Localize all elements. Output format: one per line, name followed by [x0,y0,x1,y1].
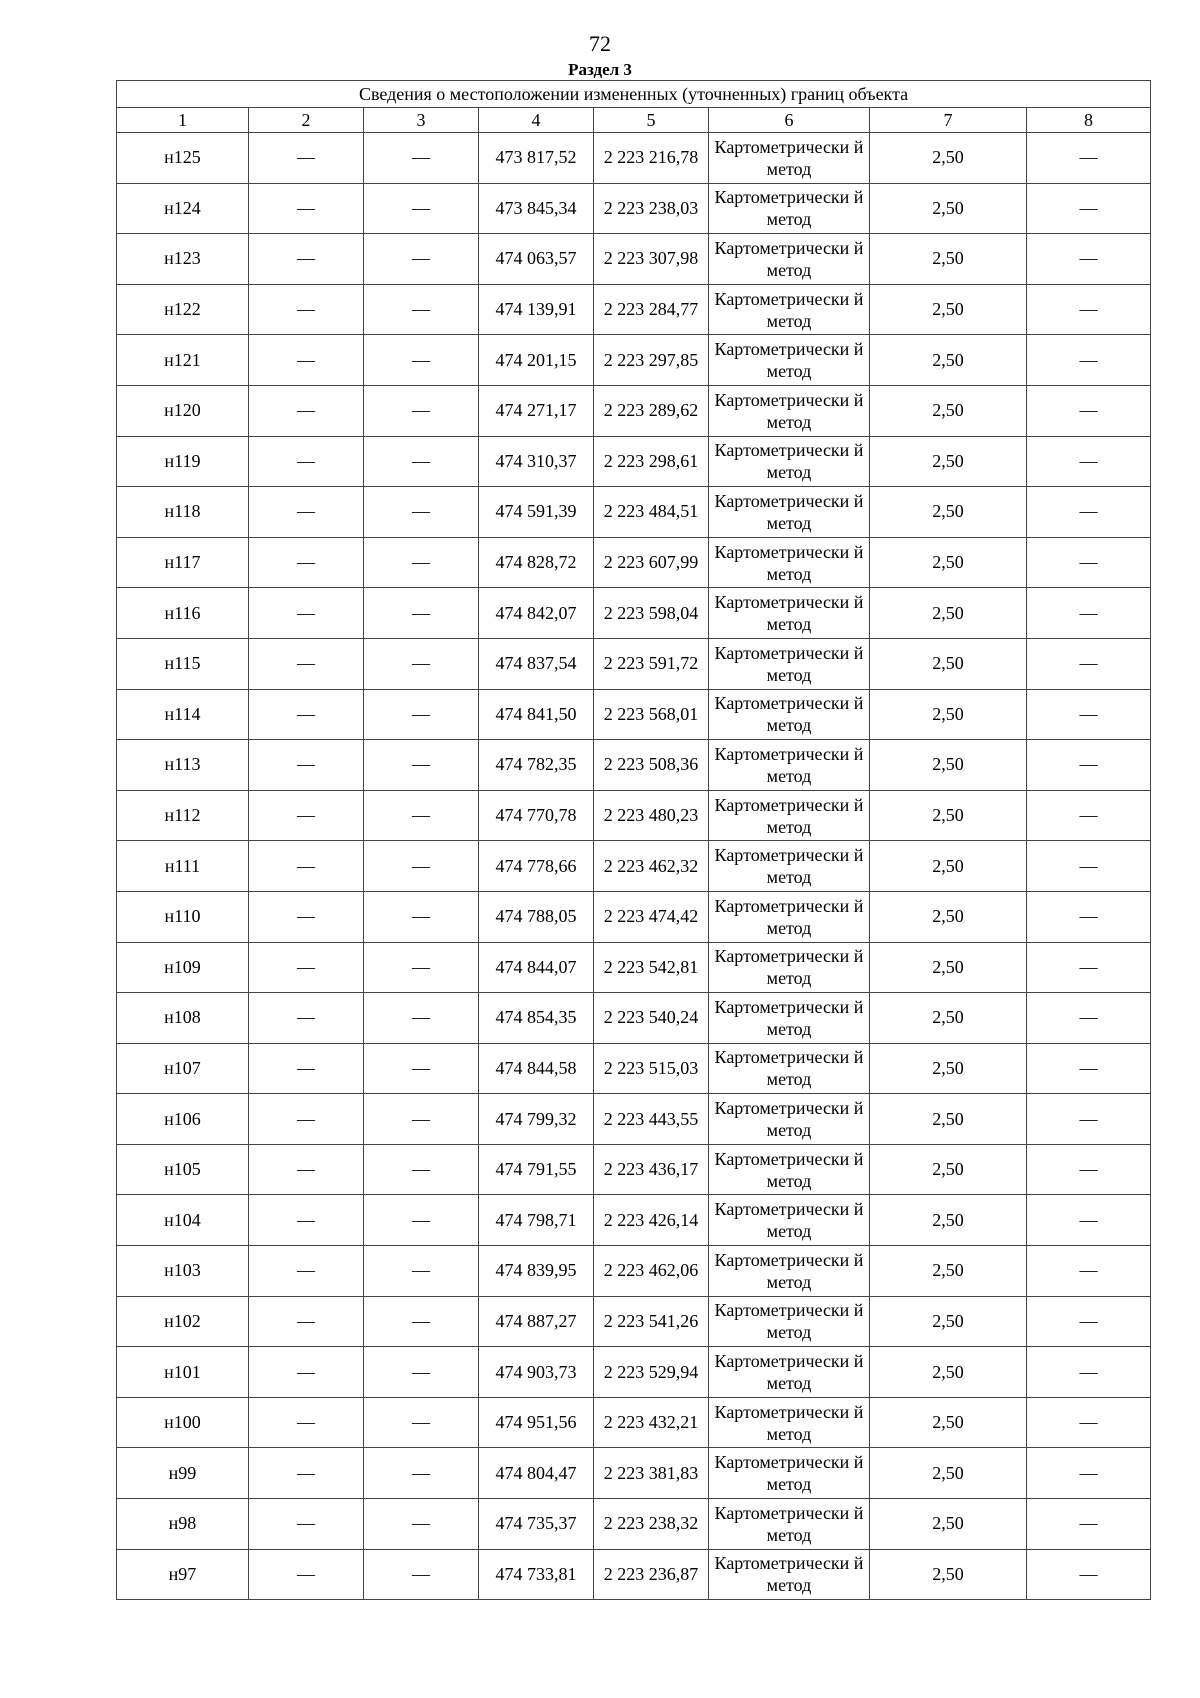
y-coordinate-cell: 2 223 284,77 [594,284,709,335]
accuracy-cell: 2,50 [870,1296,1027,1347]
y-coordinate-cell: 2 223 298,61 [594,436,709,487]
dash-cell: — [1027,740,1151,791]
method-cell: Картометрически й метод [709,740,870,791]
table-row [117,841,1151,892]
point-cell: н98 [117,1499,249,1550]
dash-cell: — [1027,1094,1151,1145]
dash-cell: — [364,1499,479,1550]
y-coordinate-cell: 2 223 216,78 [594,133,709,184]
accuracy-cell: 2,50 [870,335,1027,386]
dash-cell: — [364,1043,479,1094]
x-coordinate-cell: 474 798,71 [479,1195,594,1246]
y-coordinate-cell: 2 223 474,42 [594,891,709,942]
x-coordinate-cell: 474 770,78 [479,790,594,841]
x-coordinate-cell: 474 271,17 [479,385,594,436]
method-cell: Картометрически й метод [709,1043,870,1094]
dash-cell: — [1027,335,1151,386]
dash-cell: — [249,689,364,740]
column-number: 5 [594,108,709,133]
x-coordinate-cell: 473 845,34 [479,183,594,234]
dash-cell: — [1027,1043,1151,1094]
point-cell: н110 [117,891,249,942]
table-row [117,436,1151,487]
dash-cell: — [364,1347,479,1398]
method-cell: Картометрически й метод [709,1448,870,1499]
table-row [117,537,1151,588]
dash-cell: — [249,1347,364,1398]
method-cell: Картометрически й метод [709,335,870,386]
x-coordinate-cell: 474 063,57 [479,234,594,285]
accuracy-cell: 2,50 [870,588,1027,639]
x-coordinate-cell: 474 310,37 [479,436,594,487]
method-cell: Картометрически й метод [709,942,870,993]
method-cell: Картометрически й метод [709,891,870,942]
dash-cell: — [364,1448,479,1499]
table-row [117,790,1151,841]
table-caption: Сведения о местоположении измененных (уточненных) границ объекта [117,81,1151,108]
method-cell: Картометрически й метод [709,993,870,1044]
dash-cell: — [1027,436,1151,487]
dash-cell: — [249,183,364,234]
dash-cell: — [364,385,479,436]
accuracy-cell: 2,50 [870,183,1027,234]
dash-cell: — [249,1448,364,1499]
column-number: 8 [1027,108,1151,133]
method-cell: Картометрически й метод [709,537,870,588]
y-coordinate-cell: 2 223 443,55 [594,1094,709,1145]
column-numbers-row [117,108,1151,133]
dash-cell: — [364,891,479,942]
dash-cell: — [249,1246,364,1297]
method-cell: Картометрически й метод [709,1549,870,1600]
accuracy-cell: 2,50 [870,284,1027,335]
method-cell: Картометрически й метод [709,1347,870,1398]
dash-cell: — [249,891,364,942]
dash-cell: — [249,487,364,538]
dash-cell: — [364,1195,479,1246]
x-coordinate-cell: 474 842,07 [479,588,594,639]
accuracy-cell: 2,50 [870,487,1027,538]
table-row [117,689,1151,740]
dash-cell: — [249,133,364,184]
dash-cell: — [364,588,479,639]
point-cell: н111 [117,841,249,892]
point-cell: н107 [117,1043,249,1094]
table-row [117,1195,1151,1246]
x-coordinate-cell: 474 139,91 [479,284,594,335]
method-cell: Картометрически й метод [709,790,870,841]
x-coordinate-cell: 474 778,66 [479,841,594,892]
y-coordinate-cell: 2 223 238,32 [594,1499,709,1550]
x-coordinate-cell: 474 788,05 [479,891,594,942]
method-cell: Картометрически й метод [709,234,870,285]
dash-cell: — [249,993,364,1044]
y-coordinate-cell: 2 223 480,23 [594,790,709,841]
accuracy-cell: 2,50 [870,385,1027,436]
dash-cell: — [364,183,479,234]
dash-cell: — [249,841,364,892]
x-coordinate-cell: 474 799,32 [479,1094,594,1145]
y-coordinate-cell: 2 223 432,21 [594,1397,709,1448]
dash-cell: — [249,1043,364,1094]
table-row [117,183,1151,234]
method-cell: Картометрически й метод [709,487,870,538]
table-row [117,942,1151,993]
x-coordinate-cell: 474 903,73 [479,1347,594,1398]
x-coordinate-cell: 473 817,52 [479,133,594,184]
dash-cell: — [364,234,479,285]
y-coordinate-cell: 2 223 598,04 [594,588,709,639]
column-number: 2 [249,108,364,133]
dash-cell: — [1027,1144,1151,1195]
dash-cell: — [1027,942,1151,993]
table-row [117,1246,1151,1297]
dash-cell: — [249,740,364,791]
table-row [117,638,1151,689]
table-row [117,740,1151,791]
point-cell: н103 [117,1246,249,1297]
dash-cell: — [364,1296,479,1347]
point-cell: н108 [117,993,249,1044]
dash-cell: — [364,942,479,993]
dash-cell: — [249,1094,364,1145]
x-coordinate-cell: 474 804,47 [479,1448,594,1499]
table-body [117,133,1151,1600]
dash-cell: — [1027,841,1151,892]
accuracy-cell: 2,50 [870,1549,1027,1600]
dash-cell: — [364,1549,479,1600]
point-cell: н114 [117,689,249,740]
dash-cell: — [364,1246,479,1297]
point-cell: н117 [117,537,249,588]
y-coordinate-cell: 2 223 426,14 [594,1195,709,1246]
accuracy-cell: 2,50 [870,790,1027,841]
table-row [117,891,1151,942]
dash-cell: — [249,942,364,993]
dash-cell: — [364,436,479,487]
x-coordinate-cell: 474 887,27 [479,1296,594,1347]
table-row [117,1296,1151,1347]
y-coordinate-cell: 2 223 289,62 [594,385,709,436]
dash-cell: — [249,234,364,285]
y-coordinate-cell: 2 223 436,17 [594,1144,709,1195]
table-row [117,487,1151,538]
accuracy-cell: 2,50 [870,1195,1027,1246]
method-cell: Картометрически й метод [709,1195,870,1246]
dash-cell: — [1027,993,1151,1044]
method-cell: Картометрически й метод [709,385,870,436]
accuracy-cell: 2,50 [870,841,1027,892]
y-coordinate-cell: 2 223 541,26 [594,1296,709,1347]
method-cell: Картометрически й метод [709,183,870,234]
accuracy-cell: 2,50 [870,993,1027,1044]
dash-cell: — [1027,1448,1151,1499]
accuracy-cell: 2,50 [870,1347,1027,1398]
method-cell: Картометрически й метод [709,1246,870,1297]
dash-cell: — [249,1397,364,1448]
accuracy-cell: 2,50 [870,740,1027,791]
dash-cell: — [364,1094,479,1145]
dash-cell: — [364,537,479,588]
dash-cell: — [249,537,364,588]
column-number: 1 [117,108,249,133]
dash-cell: — [1027,183,1151,234]
dash-cell: — [1027,1246,1151,1297]
y-coordinate-cell: 2 223 568,01 [594,689,709,740]
table-row [117,1397,1151,1448]
table-row [117,385,1151,436]
accuracy-cell: 2,50 [870,891,1027,942]
table-row [117,335,1151,386]
dash-cell: — [1027,638,1151,689]
dash-cell: — [249,1195,364,1246]
table-row [117,1144,1151,1195]
dash-cell: — [1027,1397,1151,1448]
x-coordinate-cell: 474 839,95 [479,1246,594,1297]
dash-cell: — [1027,790,1151,841]
dash-cell: — [249,1499,364,1550]
method-cell: Картометрически й метод [709,284,870,335]
y-coordinate-cell: 2 223 236,87 [594,1549,709,1600]
point-cell: н124 [117,183,249,234]
y-coordinate-cell: 2 223 540,24 [594,993,709,1044]
page-number: 72 [589,31,611,56]
accuracy-cell: 2,50 [870,1094,1027,1145]
dash-cell: — [364,993,479,1044]
dash-cell: — [364,841,479,892]
y-coordinate-cell: 2 223 529,94 [594,1347,709,1398]
method-cell: Картометрически й метод [709,133,870,184]
point-cell: н105 [117,1144,249,1195]
accuracy-cell: 2,50 [870,1144,1027,1195]
dash-cell: — [364,284,479,335]
point-cell: н115 [117,638,249,689]
accuracy-cell: 2,50 [870,133,1027,184]
dash-cell: — [249,1296,364,1347]
table-row [117,588,1151,639]
method-cell: Картометрически й метод [709,1296,870,1347]
dash-cell: — [1027,1499,1151,1550]
column-number: 4 [479,108,594,133]
section-title: Раздел 3 [568,60,632,79]
dash-cell: — [364,740,479,791]
point-cell: н102 [117,1296,249,1347]
x-coordinate-cell: 474 844,07 [479,942,594,993]
point-cell: н109 [117,942,249,993]
y-coordinate-cell: 2 223 484,51 [594,487,709,538]
accuracy-cell: 2,50 [870,1246,1027,1297]
dash-cell: — [1027,133,1151,184]
point-cell: н119 [117,436,249,487]
dash-cell: — [1027,891,1151,942]
y-coordinate-cell: 2 223 508,36 [594,740,709,791]
x-coordinate-cell: 474 951,56 [479,1397,594,1448]
table-row [117,1043,1151,1094]
y-coordinate-cell: 2 223 607,99 [594,537,709,588]
dash-cell: — [249,1144,364,1195]
accuracy-cell: 2,50 [870,1397,1027,1448]
accuracy-cell: 2,50 [870,1499,1027,1550]
accuracy-cell: 2,50 [870,234,1027,285]
point-cell: н120 [117,385,249,436]
method-cell: Картометрически й метод [709,689,870,740]
dash-cell: — [249,436,364,487]
y-coordinate-cell: 2 223 591,72 [594,638,709,689]
table-row [117,1347,1151,1398]
point-cell: н106 [117,1094,249,1145]
x-coordinate-cell: 474 841,50 [479,689,594,740]
method-cell: Картометрически й метод [709,1397,870,1448]
x-coordinate-cell: 474 791,55 [479,1144,594,1195]
dash-cell: — [1027,1347,1151,1398]
x-coordinate-cell: 474 828,72 [479,537,594,588]
dash-cell: — [364,133,479,184]
dash-cell: — [249,284,364,335]
method-cell: Картометрически й метод [709,588,870,639]
dash-cell: — [249,638,364,689]
y-coordinate-cell: 2 223 542,81 [594,942,709,993]
accuracy-cell: 2,50 [870,1043,1027,1094]
dash-cell: — [1027,1195,1151,1246]
accuracy-cell: 2,50 [870,537,1027,588]
table-row [117,1094,1151,1145]
column-number: 7 [870,108,1027,133]
y-coordinate-cell: 2 223 515,03 [594,1043,709,1094]
point-cell: н123 [117,234,249,285]
x-coordinate-cell: 474 201,15 [479,335,594,386]
dash-cell: — [1027,487,1151,538]
point-cell: н122 [117,284,249,335]
x-coordinate-cell: 474 782,35 [479,740,594,791]
method-cell: Картометрически й метод [709,638,870,689]
dash-cell: — [364,1144,479,1195]
point-cell: н100 [117,1397,249,1448]
y-coordinate-cell: 2 223 307,98 [594,234,709,285]
dash-cell: — [249,588,364,639]
point-cell: н118 [117,487,249,538]
accuracy-cell: 2,50 [870,436,1027,487]
y-coordinate-cell: 2 223 462,06 [594,1246,709,1297]
table-row [117,1448,1151,1499]
dash-cell: — [1027,385,1151,436]
table-row [117,1499,1151,1550]
dash-cell: — [1027,1296,1151,1347]
x-coordinate-cell: 474 735,37 [479,1499,594,1550]
y-coordinate-cell: 2 223 462,32 [594,841,709,892]
dash-cell: — [1027,1549,1151,1600]
table-caption-row [117,81,1151,108]
point-cell: н97 [117,1549,249,1600]
table-row [117,993,1151,1044]
dash-cell: — [1027,537,1151,588]
dash-cell: — [1027,588,1151,639]
point-cell: н121 [117,335,249,386]
dash-cell: — [364,790,479,841]
dash-cell: — [364,487,479,538]
dash-cell: — [1027,284,1151,335]
y-coordinate-cell: 2 223 238,03 [594,183,709,234]
dash-cell: — [364,335,479,386]
dash-cell: — [249,385,364,436]
x-coordinate-cell: 474 844,58 [479,1043,594,1094]
dash-cell: — [1027,234,1151,285]
dash-cell: — [364,689,479,740]
method-cell: Картометрически й метод [709,436,870,487]
column-number: 6 [709,108,870,133]
x-coordinate-cell: 474 837,54 [479,638,594,689]
point-cell: н112 [117,790,249,841]
column-number: 3 [364,108,479,133]
point-cell: н104 [117,1195,249,1246]
point-cell: н113 [117,740,249,791]
dash-cell: — [249,1549,364,1600]
accuracy-cell: 2,50 [870,942,1027,993]
point-cell: н99 [117,1448,249,1499]
method-cell: Картометрически й метод [709,1094,870,1145]
method-cell: Картометрически й метод [709,1499,870,1550]
y-coordinate-cell: 2 223 297,85 [594,335,709,386]
accuracy-cell: 2,50 [870,638,1027,689]
table-row [117,234,1151,285]
dash-cell: — [364,638,479,689]
x-coordinate-cell: 474 733,81 [479,1549,594,1600]
dash-cell: — [364,1397,479,1448]
table-row [117,284,1151,335]
accuracy-cell: 2,50 [870,1448,1027,1499]
dash-cell: — [1027,689,1151,740]
x-coordinate-cell: 474 854,35 [479,993,594,1044]
accuracy-cell: 2,50 [870,689,1027,740]
y-coordinate-cell: 2 223 381,83 [594,1448,709,1499]
point-cell: н116 [117,588,249,639]
dash-cell: — [249,335,364,386]
coordinates-table [116,80,1151,1600]
table-row [117,1549,1151,1600]
point-cell: н101 [117,1347,249,1398]
point-cell: н125 [117,133,249,184]
table-row [117,133,1151,184]
dash-cell: — [249,790,364,841]
x-coordinate-cell: 474 591,39 [479,487,594,538]
method-cell: Картометрически й метод [709,1144,870,1195]
method-cell: Картометрически й метод [709,841,870,892]
